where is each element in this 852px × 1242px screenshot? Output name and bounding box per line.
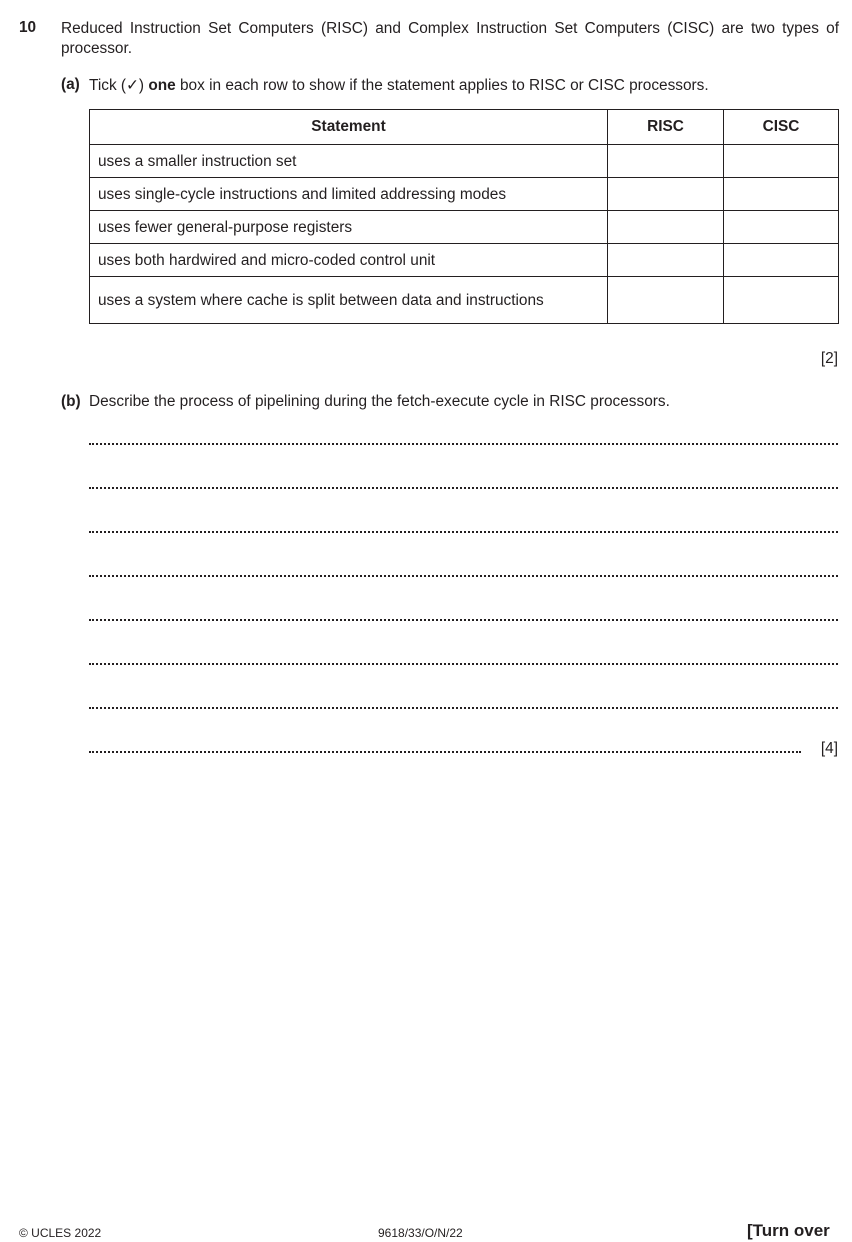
part-b-label: (b) bbox=[61, 393, 81, 410]
statement-cell: uses a system where cache is split between data and instructions bbox=[90, 277, 608, 324]
footer-paper-code: 9618/33/O/N/22 bbox=[378, 1226, 463, 1240]
part-a-label: (a) bbox=[61, 76, 80, 93]
table-row bbox=[90, 244, 839, 277]
table-row bbox=[90, 211, 839, 244]
part-a-instruction-bold: one bbox=[148, 77, 176, 94]
answer-line[interactable] bbox=[89, 618, 838, 621]
statement-cell: uses both hardwired and micro-coded control unit bbox=[90, 244, 608, 277]
risc-tick-box[interactable] bbox=[608, 277, 724, 324]
cisc-tick-box[interactable] bbox=[724, 277, 839, 324]
footer-copyright: © UCLES 2022 bbox=[19, 1226, 102, 1240]
answer-line[interactable] bbox=[89, 750, 801, 753]
risc-cisc-table bbox=[89, 109, 839, 324]
part-a-marks: [2] bbox=[820, 350, 838, 367]
statement-cell: uses fewer general-purpose registers bbox=[90, 211, 608, 244]
answer-line[interactable] bbox=[89, 530, 838, 533]
statement-cell: uses a smaller instruction set bbox=[90, 145, 608, 178]
header-risc: RISC bbox=[608, 110, 724, 145]
answer-line[interactable] bbox=[89, 574, 838, 577]
question-intro: Reduced Instruction Set Computers (RISC) and Complex Instruction Set Computers (CISC) are two types of processor. bbox=[61, 20, 839, 57]
footer-turn-over: [Turn over bbox=[747, 1221, 830, 1240]
question-number: 10 bbox=[19, 19, 37, 36]
part-a-instruction-suffix: box in each row to show if the statement applies to RISC or CISC processors. bbox=[175, 77, 709, 94]
cisc-tick-box[interactable] bbox=[724, 211, 839, 244]
answer-line[interactable] bbox=[89, 706, 838, 709]
table-row bbox=[90, 178, 839, 211]
cisc-tick-box[interactable] bbox=[724, 145, 839, 178]
part-b-question: Describe the process of pipelining during the fetch-execute cycle in RISC processors. bbox=[89, 393, 670, 410]
answer-line[interactable] bbox=[89, 662, 838, 665]
risc-tick-box[interactable] bbox=[608, 211, 724, 244]
table-row bbox=[90, 277, 839, 324]
cisc-tick-box[interactable] bbox=[724, 244, 839, 277]
part-a-instruction bbox=[89, 76, 709, 95]
part-b-marks: [4] bbox=[820, 740, 838, 757]
risc-tick-box[interactable] bbox=[608, 178, 724, 211]
table-row bbox=[90, 145, 839, 178]
table-header-row bbox=[90, 110, 839, 145]
statement-cell: uses single-cycle instructions and limited addressing modes bbox=[90, 178, 608, 211]
answer-line[interactable] bbox=[89, 442, 838, 445]
answer-line[interactable] bbox=[89, 486, 838, 489]
risc-tick-box[interactable] bbox=[608, 244, 724, 277]
cisc-tick-box[interactable] bbox=[724, 178, 839, 211]
risc-tick-box[interactable] bbox=[608, 145, 724, 178]
part-a-instruction-prefix: Tick (✓) bbox=[89, 77, 149, 94]
header-cisc: CISC bbox=[724, 110, 839, 145]
header-statement: Statement bbox=[90, 110, 608, 145]
